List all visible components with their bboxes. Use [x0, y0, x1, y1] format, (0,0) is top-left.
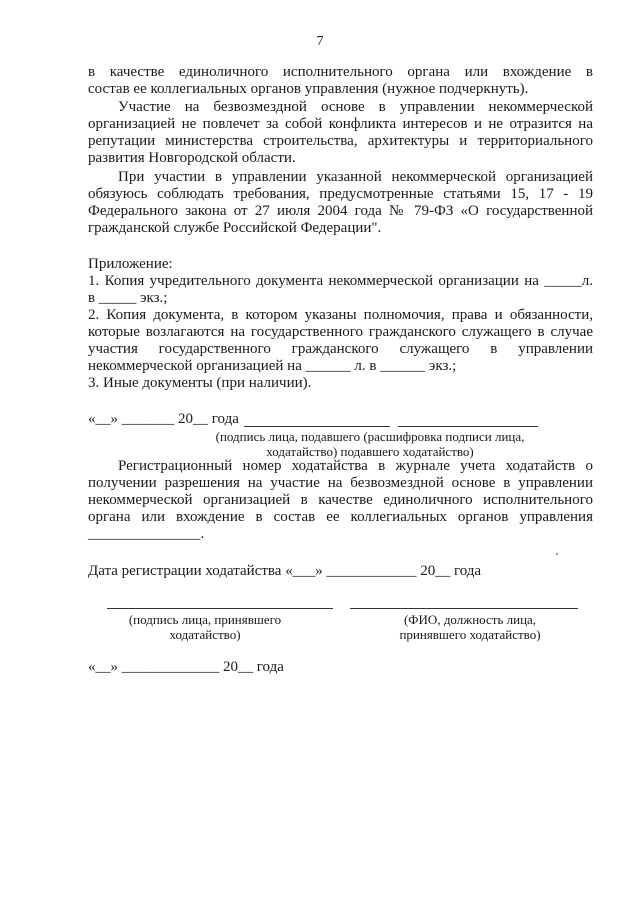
appendix-item: участия государственного гражданского служащего в управлении [88, 341, 593, 357]
caption-line: ходатайство) подавшего ходатайство) [266, 444, 474, 459]
text-line: При участии в управлении указанной некоммерческой организацией [118, 169, 593, 185]
text-line: организацией не повлечет за собой конфликта интересов и не отразится на [88, 116, 593, 132]
text-line: Участие на безвозмездной основе в управлении некоммерческой [118, 99, 593, 115]
appendix-heading: Приложение: [88, 256, 173, 272]
caption-line: (подпись лица, подавшего (расшифровка подписи лица, [215, 429, 525, 444]
caption-line: ходатайство) [169, 627, 241, 642]
text-line: органа или вхождение в состав ее коллегиальных органов управления [88, 509, 593, 525]
paragraph-continuation [88, 64, 593, 98]
text-line: репутации министерства строительства, архитектуры и территориального [88, 133, 593, 149]
paragraph-obligations [88, 169, 593, 237]
text-line: _______________. [88, 526, 205, 542]
text-line: Регистрационный номер ходатайства в журнале учета ходатайств о [118, 458, 593, 474]
acceptor-name-caption [360, 612, 580, 642]
page-number: 7 [316, 34, 324, 49]
applicant-name-line [398, 426, 538, 427]
paragraph-conflict-of-interest [88, 99, 593, 167]
text-line: некоммерческой организацией в качестве единоличного исполнительного [88, 492, 593, 508]
caption-line: (ФИО, должность лица, [403, 612, 537, 627]
text-line: гражданской службе Российской Федерации". [88, 220, 382, 236]
acceptor-signature-caption [100, 612, 310, 642]
applicant-signature-caption [200, 429, 540, 459]
text-line: обязуюсь соблюдать требования, предусмотренные статьями 15, 17 - 19 [88, 186, 593, 202]
caption-line: (подпись лица, принявшего [128, 612, 282, 627]
appendix-item: в _____ экз.; [88, 290, 168, 306]
appendix-item: 2. Копия документа, в котором указаны полномочия, права и обязанности, [88, 307, 593, 323]
acceptance-date-line: «__» _____________ 20__ года [88, 659, 284, 675]
appendix-item: 3. Иные документы (при наличии). [88, 375, 312, 391]
caption-line: принявшего ходатайство) [399, 627, 541, 642]
acceptor-name-line [350, 608, 578, 609]
appendix-list [88, 256, 593, 392]
applicant-date-line: «__» _______ 20__ года [88, 411, 239, 427]
text-line: состав ее коллегиальных органов управления (нужное подчеркнуть). [88, 81, 529, 97]
registration-paragraph [88, 458, 593, 543]
text-line: развития Новгородской области. [88, 150, 296, 166]
appendix-item: некоммерческой организацией на ______ л. в ______ экз.; [88, 358, 457, 374]
text-line: Федерального закона от 27 июля 2004 года № 79-ФЗ «О государственной [88, 203, 593, 219]
scan-speck [556, 553, 558, 555]
appendix-item: 1. Копия учредительного документа некоммерческой организации на _____л. [88, 273, 593, 289]
text-line: получении разрешения на участие на безвозмездной основе в управлении [88, 475, 593, 491]
text-line: в качестве единоличного исполнительного органа или вхождение в [88, 64, 593, 80]
appendix-item: которые возлагаются на государственного гражданского служащего в случае [88, 324, 593, 340]
acceptor-signature-line [107, 608, 333, 609]
registration-date-line: Дата регистрации ходатайства «___» ____________ 20__ года [88, 563, 482, 579]
applicant-signature-line [244, 426, 390, 427]
